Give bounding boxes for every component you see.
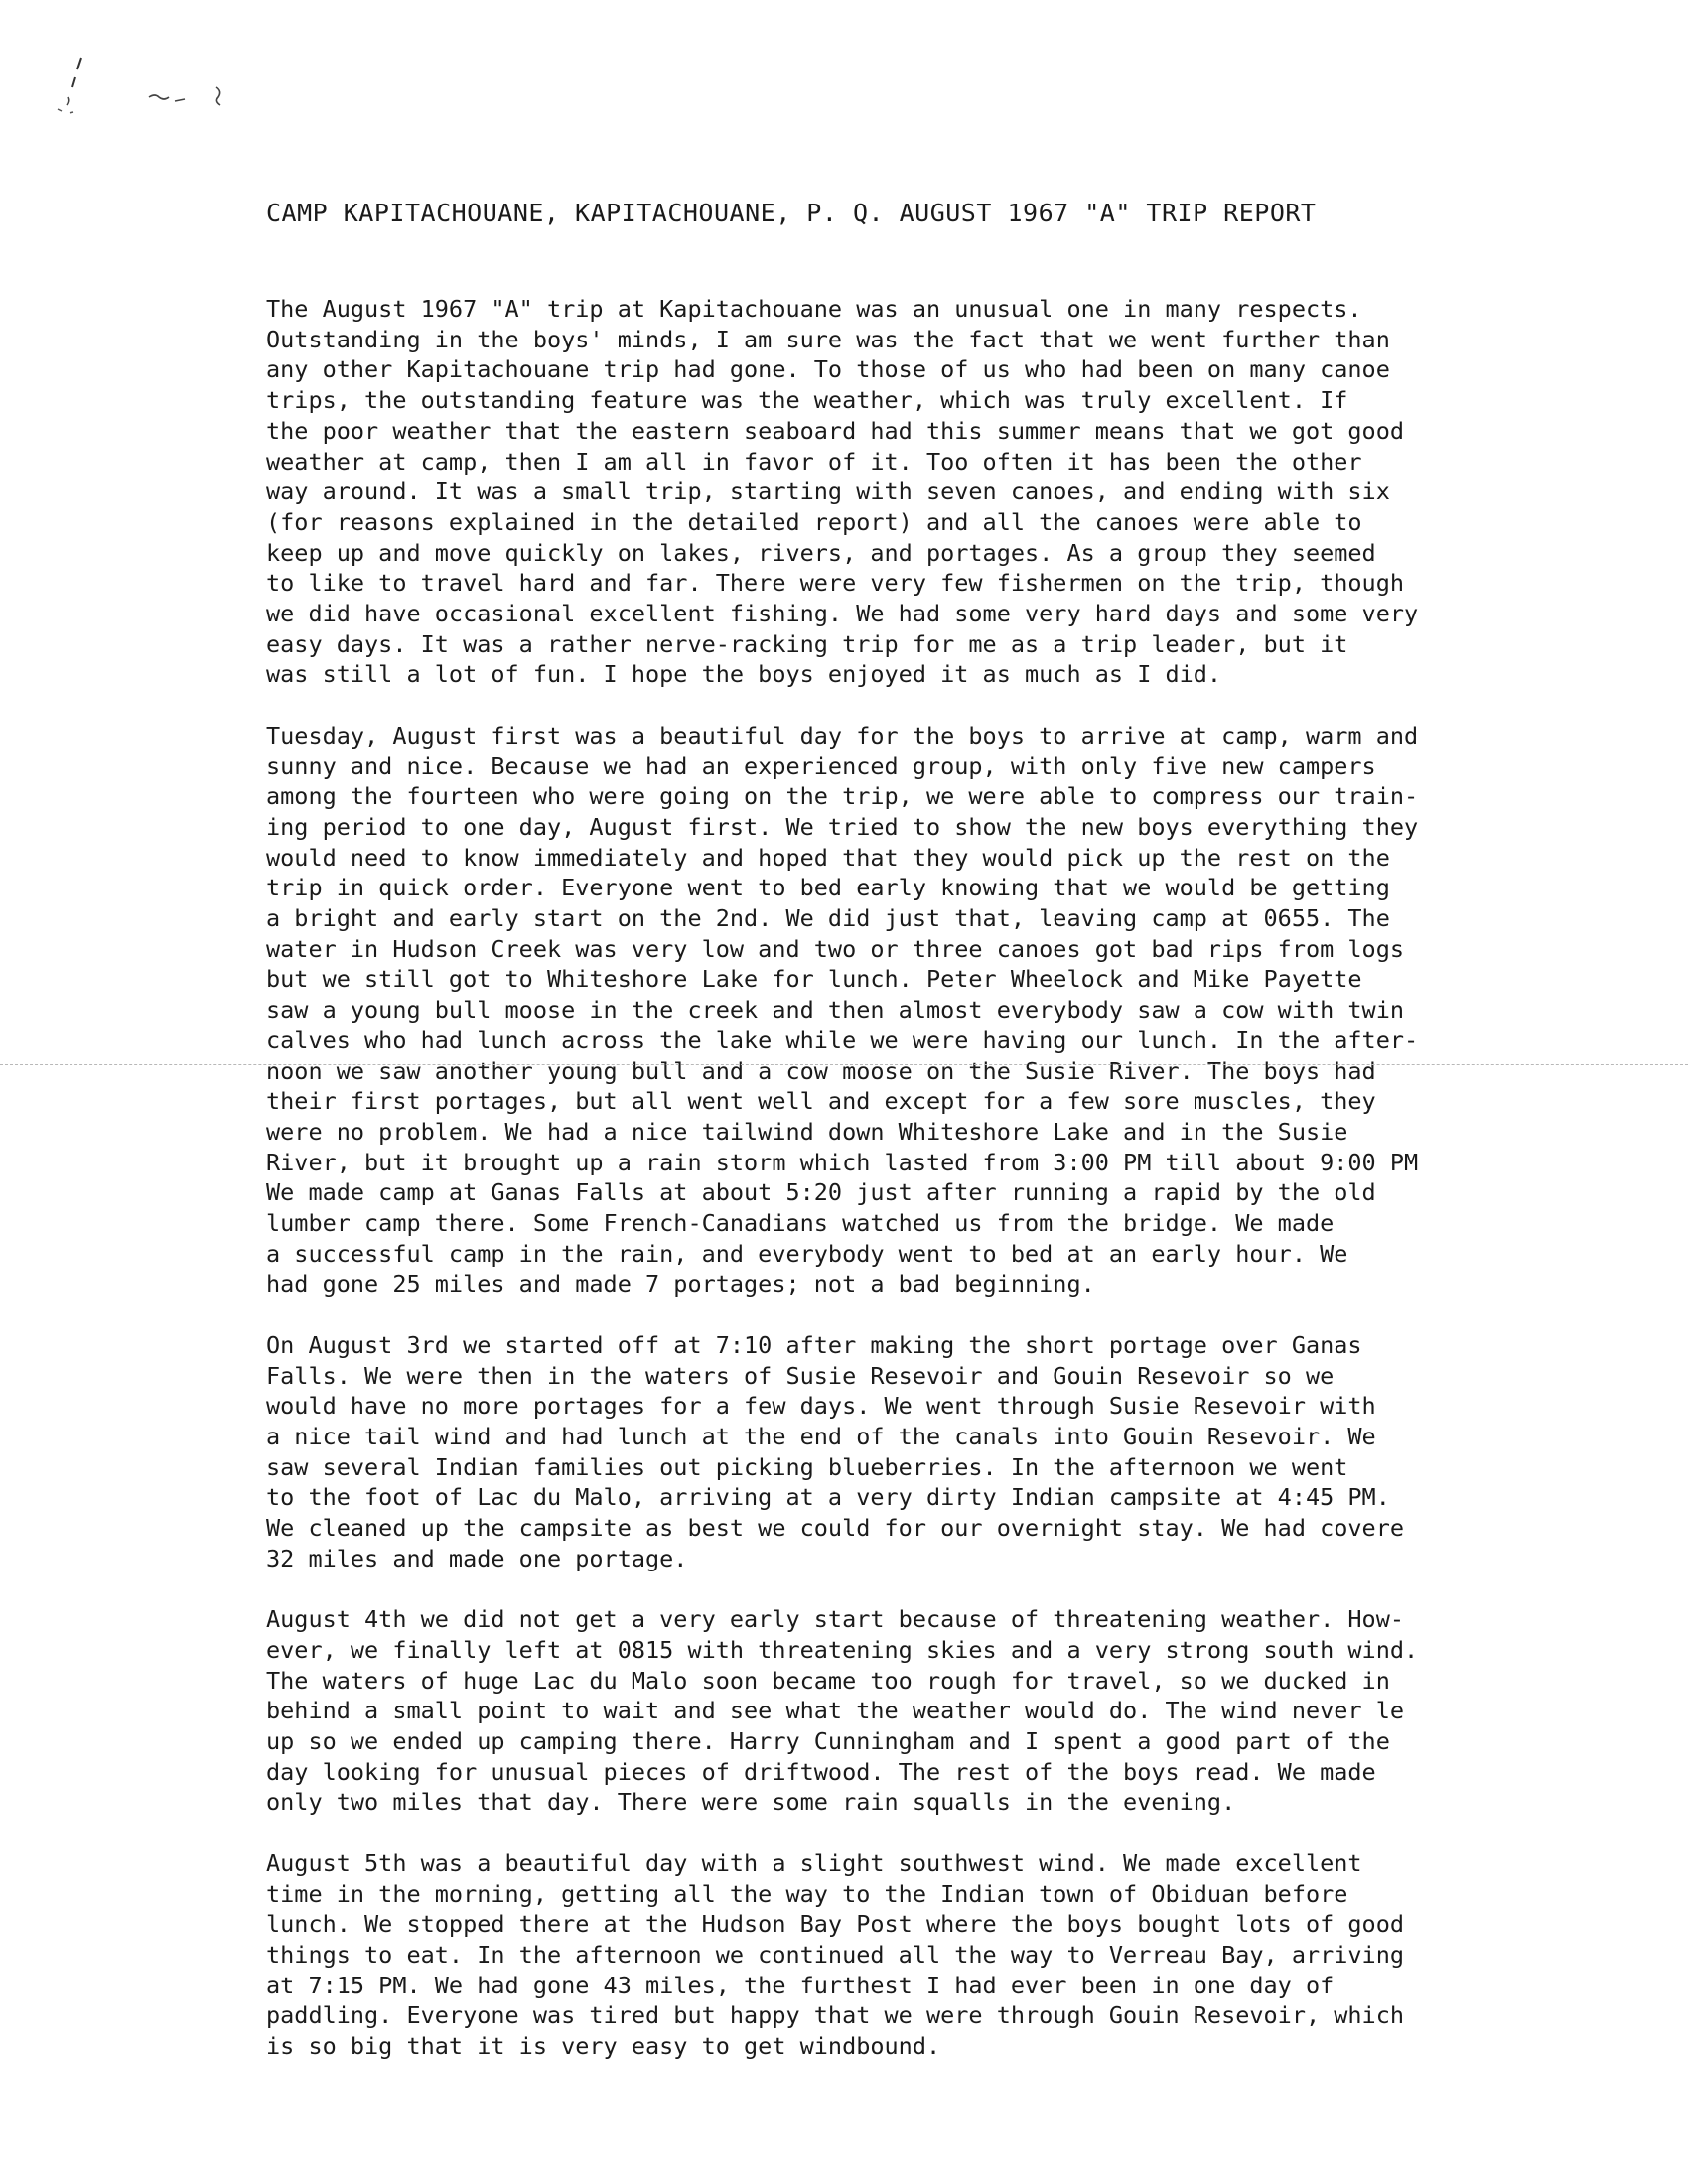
text-line: We made camp at Ganas Falls at about 5:20 just after running a rapid by the old	[266, 1178, 1376, 1207]
text-line: but we still got to Whiteshore Lake for lunch. Peter Wheelock and Mike Payette	[266, 965, 1362, 994]
text-line: ever, we finally left at 0815 with threatening skies and a very strong south wind.	[266, 1635, 1419, 1664]
text-line: lunch. We stopped there at the Hudson Bay Post where the boys bought lots of good	[266, 1910, 1405, 1939]
text-line: things to eat. In the afternoon we continued all the way to Verreau Bay, arriving	[266, 1940, 1405, 1969]
text-line: River, but it brought up a rain storm which lasted from 3:00 PM till about 9:00 PM	[266, 1148, 1419, 1176]
text-line: were no problem. We had a nice tailwind down Whiteshore Lake and in the Susie	[266, 1117, 1348, 1146]
text-line: The August 1967 "A" trip at Kapitachouane was an unusual one in many respects.	[266, 295, 1362, 323]
text-line: Falls. We were then in the waters of Susie Resevoir and Gouin Resevoir so we	[266, 1361, 1335, 1390]
text-line: weather at camp, then I am all in favor of it. Too often it has been the other	[266, 447, 1362, 476]
text-line: day looking for unusual pieces of driftwood. The rest of the boys read. We made	[266, 1757, 1376, 1786]
text-line: would have no more portages for a few days. We went through Susie Resevoir with	[266, 1392, 1376, 1421]
paragraph-august-1-2	[266, 721, 1617, 1299]
text-line: only two miles that day. There were some rain squalls in the evening.	[266, 1788, 1236, 1817]
text-line: is so big that it is very easy to get windbound.	[266, 2032, 941, 2061]
text-line: keep up and move quickly on lakes, rivers, and portages. As a group they seemed	[266, 538, 1376, 567]
text-line: trips, the outstanding feature was the weather, which was truly excellent. If	[266, 386, 1348, 415]
text-line: trip in quick order. Everyone went to bed early knowing that we would be getting	[266, 874, 1390, 902]
text-line: to like to travel hard and far. There were very few fishermen on the trip, though	[266, 569, 1405, 598]
text-line: time in the morning, getting all the way to the Indian town of Obiduan before	[266, 1879, 1348, 1908]
paragraph-august-5	[266, 1848, 1617, 2062]
text-line: saw several Indian families out picking blueberries. In the afternoon we went	[266, 1452, 1348, 1481]
text-line: way around. It was a small trip, starting with seven canoes, and ending with six	[266, 478, 1390, 506]
text-line: their first portages, but all went well and except for a few sore muscles, they	[266, 1087, 1376, 1116]
text-line: had gone 25 miles and made 7 portages; not a bad beginning.	[266, 1270, 1095, 1298]
text-line: August 4th we did not get a very early start because of threatening weather. How-	[266, 1605, 1405, 1634]
text-line: would need to know immediately and hoped that they would pick up the rest on the	[266, 843, 1390, 872]
text-line: behind a small point to wait and see what the weather would do. The wind never le	[266, 1697, 1405, 1725]
text-line: Outstanding in the boys' minds, I am sure was the fact that we went further than	[266, 325, 1390, 353]
text-line: 32 miles and made one portage.	[266, 1544, 688, 1572]
scan-fold-line	[0, 1064, 1688, 1065]
text-line: (for reasons explained in the detailed report) and all the canoes were able to	[266, 507, 1362, 536]
text-line: paddling. Everyone was tired but happy that we were through Gouin Resevoir, which	[266, 2001, 1405, 2030]
text-line: a successful camp in the rain, and everybody went to bed at an early hour. We	[266, 1239, 1348, 1268]
text-line: we did have occasional excellent fishing. We had some very hard days and some very	[266, 600, 1419, 628]
text-line: at 7:15 PM. We had gone 43 miles, the furthest I had ever been in one day of	[266, 1971, 1335, 1999]
text-line: to the foot of Lac du Malo, arriving at a very dirty Indian campsite at 4:45 PM.	[266, 1483, 1390, 1512]
report-body	[266, 294, 1617, 2092]
text-line: We cleaned up the campsite as best we could for our overnight stay. We had covere	[266, 1514, 1405, 1543]
text-line: lumber camp there. Some French-Canadians watched us from the bridge. We made	[266, 1209, 1335, 1238]
paragraph-august-3	[266, 1330, 1617, 1574]
text-line: Tuesday, August first was a beautiful day for the boys to arrive at camp, warm and	[266, 721, 1419, 750]
text-line: noon we saw another young bull and a cow moose on the Susie River. The boys had	[266, 1056, 1376, 1085]
text-line: August 5th was a beautiful day with a slight southwest wind. We made excellent	[266, 1848, 1362, 1877]
handwritten-marks	[40, 40, 278, 139]
text-line: On August 3rd we started off at 7:10 after making the short portage over Ganas	[266, 1330, 1362, 1359]
text-line: the poor weather that the eastern seaboard had this summer means that we got good	[266, 416, 1405, 445]
report-title: CAMP KAPITACHOUANE, KAPITACHOUANE, P. Q. AUGUST 1967 "A" TRIP REPORT	[266, 199, 1317, 227]
paragraph-august-4	[266, 1604, 1617, 1818]
text-line: calves who had lunch across the lake while we were having our lunch. In the after-	[266, 1025, 1419, 1054]
text-line: saw a young bull moose in the creek and then almost everybody saw a cow with twin	[266, 996, 1405, 1024]
text-line: water in Hudson Creek was very low and two or three canoes got bad rips from logs	[266, 934, 1405, 963]
text-line: any other Kapitachouane trip had gone. To those of us who had been on many canoe	[266, 355, 1390, 384]
text-line: a bright and early start on the 2nd. We did just that, leaving camp at 0655. The	[266, 904, 1390, 933]
text-line: The waters of huge Lac du Malo soon became too rough for travel, so we ducked in	[266, 1666, 1390, 1695]
paragraph-intro	[266, 294, 1617, 690]
text-line: ing period to one day, August first. We tried to show the new boys everything they	[266, 812, 1419, 841]
text-line: was still a lot of fun. I hope the boys enjoyed it as much as I did.	[266, 660, 1222, 689]
text-line: among the fourteen who were going on the trip, we were able to compress our train-	[266, 782, 1419, 811]
text-line: up so we ended up camping there. Harry Cunningham and I spent a good part of the	[266, 1727, 1390, 1755]
text-line: sunny and nice. Because we had an experienced group, with only five new campers	[266, 751, 1376, 780]
text-line: easy days. It was a rather nerve-racking trip for me as a trip leader, but it	[266, 629, 1348, 658]
text-line: a nice tail wind and had lunch at the end of the canals into Gouin Resevoir. We	[266, 1422, 1376, 1450]
